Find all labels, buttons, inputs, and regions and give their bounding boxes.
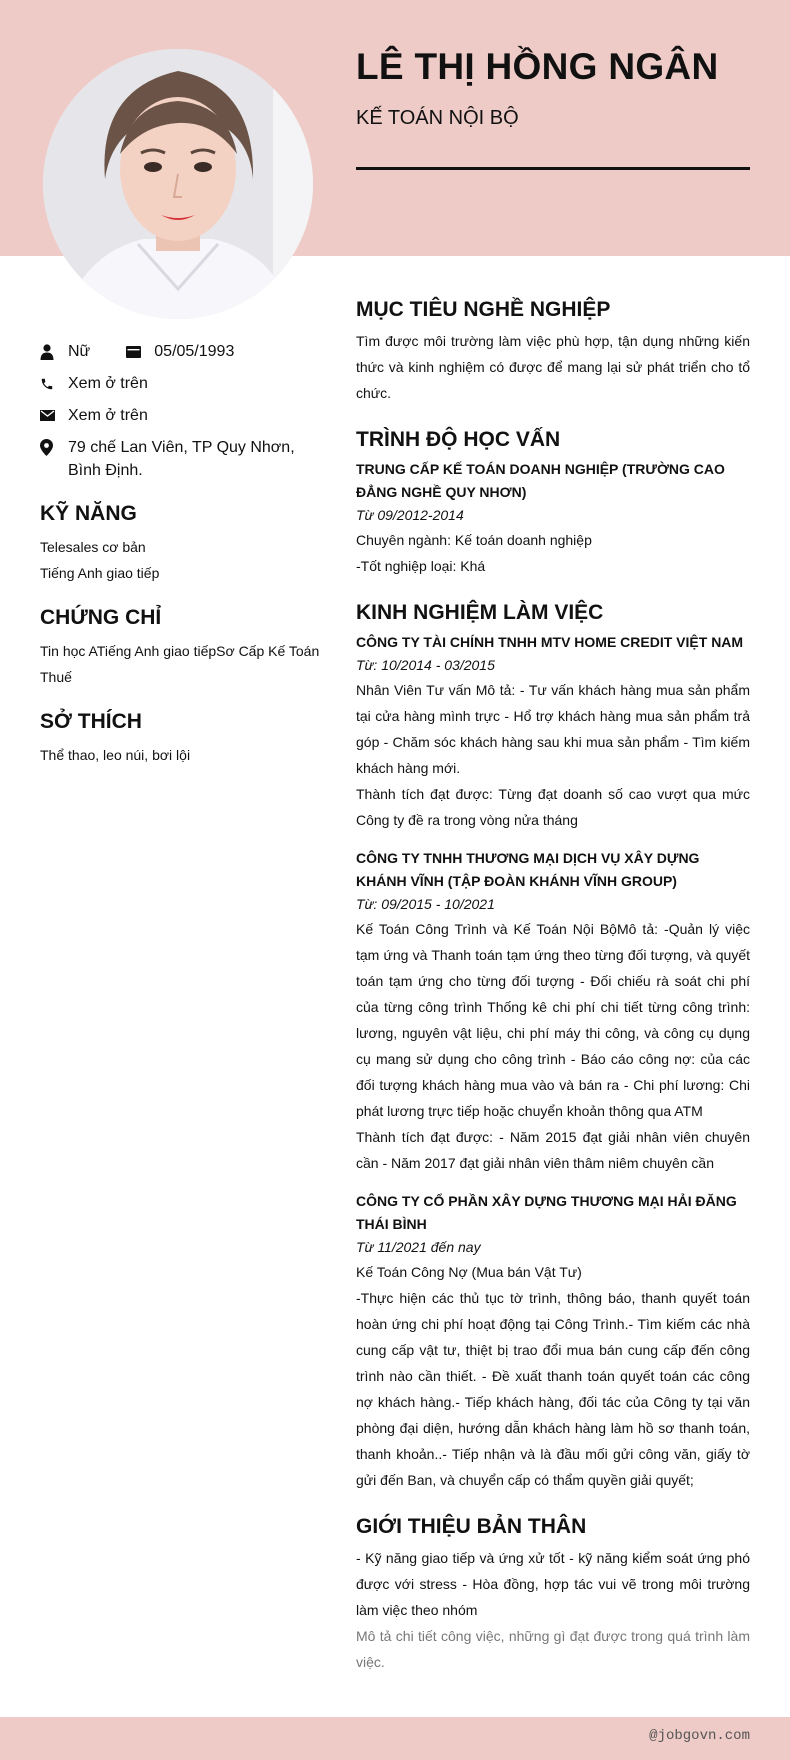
job-period: Từ: 10/2014 - 03/2015 — [356, 657, 495, 673]
job-achievement: Thành tích đạt được: Từng đạt doanh số cao vượt qua mức Công ty đề ra trong vòng nửa tháng — [356, 786, 750, 828]
about-placeholder: Mô tả chi tiết công việc, những gì đạt được trong quá trình làm việc. — [356, 1628, 750, 1670]
candidate-role: KẾ TOÁN NỘI BỘ — [356, 107, 519, 129]
about-text: - Kỹ năng giao tiếp và ứng xử tốt - kỹ năng kiểm soát ứng phó được với stress - Hòa đồng, hợp tác vui vẽ trong môi trường làm việc theo nhóm — [356, 1550, 750, 1618]
objective-text: Tìm được môi trường làm việc phù hợp, tận dụng những kiến thức và kinh nghiệm có được để mang lại sử phát triển cho tổ chức. — [356, 333, 750, 401]
education-grade: -Tốt nghiệp loại: Khá — [356, 558, 486, 574]
about-heading: GIỚI THIỆU BẢN THÂN — [356, 1515, 587, 1538]
education-school: TRUNG CẤP KẾ TOÁN DOANH NGHIỆP (TRƯỜNG CAO ĐẲNG NGHỀ QUY NHƠN) — [356, 461, 725, 500]
hobbies-heading: SỞ THÍCH — [40, 710, 142, 733]
dob-text: 05/05/1993 — [154, 343, 235, 360]
footer-band — [0, 1717, 790, 1760]
phone-text: Xem ở trên — [68, 375, 148, 392]
location-pin-icon — [40, 436, 68, 459]
education-major: Chuyên ngành: Kế toán doanh nghiệp — [356, 532, 592, 548]
calendar-icon — [126, 340, 154, 363]
gender-text: Nữ — [68, 343, 91, 360]
job-description: -Thực hiện các thủ tục tờ trình, thông báo, thanh quyết toán hoàn ứng chi phí hoạt động tại Công Trình.- Tìm kiếm các nhà cung cấp vật tư, thiệt bị trao đổi mua bán cung cấp đến công trình nào cần thiết. - Đề xuất thanh toán quyết toán các công nợ khách hàng.- Tiếp khách hàng, đối tác của Công ty tại văn phòng đại diện, hướng dẫn khách hàng làm hồ sơ thanh toán, thanh khoản..- Tiếp nhận và là đầu mối gửi công văn, giấy tờ gửi đến Ban, và chuyển cấp có thẩm quyền giải quyết; — [356, 1290, 750, 1488]
left-column — [40, 340, 320, 768]
certificates-heading: CHỨNG CHỈ — [40, 606, 162, 629]
candidate-name: LÊ THỊ HỒNG NGÂN — [356, 46, 719, 87]
skills-heading: KỸ NĂNG — [40, 502, 137, 525]
person-icon — [40, 340, 68, 363]
certificates-text: Tin học ATiếng Anh giao tiếpSơ Cấp Kế Toán Thuế — [40, 643, 320, 685]
skill-item: Telesales cơ bản — [40, 539, 146, 555]
education-period: Từ 09/2012-2014 — [356, 507, 464, 523]
job-company: CÔNG TY TÀI CHÍNH TNHH MTV HOME CREDIT VIỆT NAM — [356, 634, 744, 650]
contact-email — [40, 404, 320, 427]
contact-phone — [40, 372, 320, 395]
job-position: Kế Toán Công Nợ (Mua bán Vật Tư) — [356, 1264, 582, 1280]
skill-item: Tiếng Anh giao tiếp — [40, 565, 160, 581]
dob-group — [126, 340, 234, 363]
objective-heading: MỤC TIÊU NGHỀ NGHIỆP — [356, 298, 611, 321]
phone-icon — [40, 372, 68, 395]
contact-gender-dob — [40, 340, 320, 363]
job-period: Từ 11/2021 đến nay — [356, 1239, 481, 1255]
right-column — [356, 298, 750, 1675]
job-period: Từ: 09/2015 - 10/2021 — [356, 896, 495, 912]
footer-watermark: @jobgovn.com — [649, 1728, 750, 1744]
job-company: CÔNG TY CỔ PHẦN XÂY DỰNG THƯƠNG MẠI HẢI ĐĂNG THÁI BÌNH — [356, 1193, 737, 1232]
avatar — [43, 49, 313, 319]
mail-icon — [40, 404, 68, 427]
contact-address — [40, 436, 320, 482]
title-divider — [356, 167, 750, 170]
education-heading: TRÌNH ĐỘ HỌC VẤN — [356, 428, 561, 451]
job-company: CÔNG TY TNHH THƯƠNG MẠI DỊCH VỤ XÂY DỰNG KHÁNH VĨNH (TẬP ĐOÀN KHÁNH VĨNH GROUP) — [356, 850, 700, 889]
portrait-photo — [43, 49, 313, 319]
job-description: Nhân Viên Tư vấn Mô tả: - Tư vấn khách hàng mua sản phẩm tại cửa hàng mình trực - Hổ trợ khách hàng mua sản phẩm trả góp - Chăm sóc khách hàng sau khi mua sản phẩm - Tìm kiếm khách hàng mới. — [356, 682, 750, 776]
experience-heading: KINH NGHIỆM LÀM VIỆC — [356, 601, 604, 624]
hobbies-text: Thể thao, leo núi, bơi lội — [40, 747, 191, 763]
address-text: 79 chế Lan Viên, TP Quy Nhơn, Bình Định. — [68, 439, 295, 479]
job-achievement: Thành tích đạt được: - Năm 2015 đạt giải nhân viên chuyên cần - Năm 2017 đạt giải nhân viên thâm niêm chuyên cần — [356, 1129, 750, 1171]
job-description: Kế Toán Công Trình và Kế Toán Nội BộMô tả: -Quản lý việc tạm ứng và Thanh toán tạm ứng theo từng đối tượng, và quyết toán tạm ứng cho từng đối tượng - Đối chiếu rà soát chi phí của từng công trình Thống kê chi phí chi tiết từng công trình: lương, nguyên vật liệu, chi phí máy thi công, và công cụ dụng cụ mang sử dụng cho công trình - Báo cáo công nợ: của các đối tượng khách hàng mua vào và bán ra - Chi phí lương: Chi phát lương trực tiếp hoặc chuyển khoản thông qua ATM — [356, 921, 750, 1119]
email-text: Xem ở trên — [68, 407, 148, 424]
